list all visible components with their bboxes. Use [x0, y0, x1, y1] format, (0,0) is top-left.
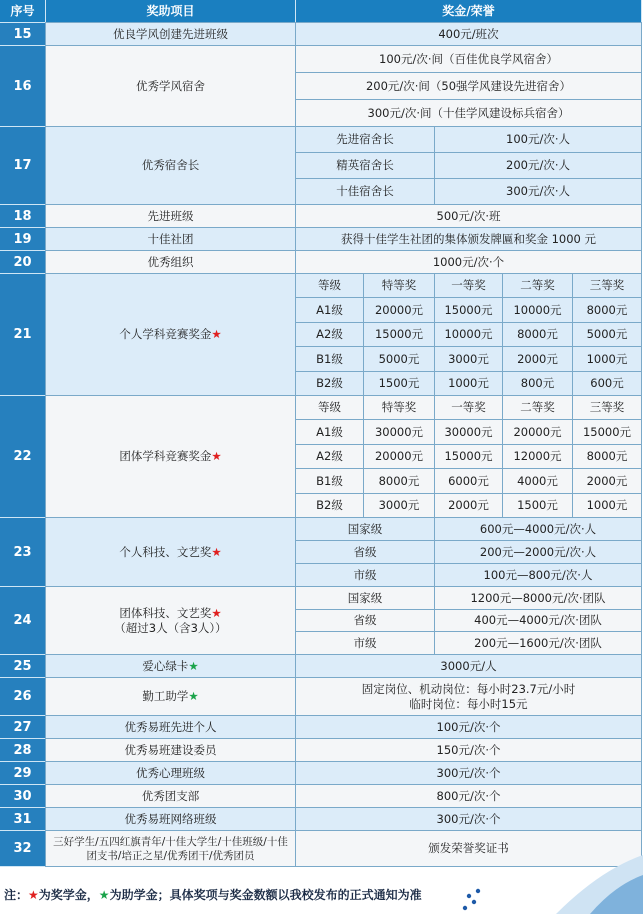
award-level-value: 100元/次·人: [434, 126, 642, 153]
award-item: [45, 654, 296, 678]
decor-dot: [463, 906, 467, 910]
award-item: [45, 395, 296, 518]
green-star-icon: ★: [188, 658, 199, 673]
item-name: 优秀学风宿舍: [136, 78, 205, 93]
row-number: 21: [0, 273, 46, 396]
award-item: [45, 22, 296, 46]
green-star-icon: ★: [98, 888, 110, 902]
grid-cell: 1500元: [502, 493, 573, 518]
grid-header-cell: 特等奖: [363, 273, 435, 298]
grid-cell: 4000元: [502, 468, 573, 494]
grid-header-cell: 等级: [295, 395, 364, 420]
grid-cell: 1000元: [572, 346, 642, 372]
grid-header-cell: 三等奖: [572, 395, 642, 420]
item-name: 优秀易班网络班级: [124, 811, 217, 826]
item-name: 优秀团支部: [141, 788, 200, 803]
award-level: 省级: [295, 609, 435, 632]
award-level: 国家级: [295, 586, 435, 610]
grid-header-cell: 一等奖: [434, 395, 503, 420]
grid-cell: B1级: [295, 346, 364, 372]
award-level-value: 1200元—8000元/次·团队: [434, 586, 642, 610]
grid-header-cell: 一等奖: [434, 273, 503, 298]
row-number: 31: [0, 807, 46, 831]
item-name: 三好学生/五四红旗青年/十佳大学生/十佳班级/十佳团支书/培正之星/优秀团干/优秀团员: [53, 835, 288, 862]
grid-cell: 5000元: [363, 346, 435, 372]
red-star-icon: ★: [28, 888, 39, 902]
grid-cell: B2级: [295, 493, 364, 518]
grid-header-cell: 二等奖: [502, 273, 573, 298]
grid-cell: A2级: [295, 444, 364, 469]
grid-cell: 10000元: [502, 297, 573, 323]
award-level: 精英宿舍长: [295, 152, 435, 179]
row-number: 23: [0, 517, 46, 587]
award-item: [45, 45, 296, 127]
footnote: [4, 886, 422, 903]
award-item: [45, 715, 296, 739]
award-level: 十佳宿舍长: [295, 178, 435, 205]
award-value: 800元/次·个: [295, 784, 642, 808]
award-value: 400元/班次: [295, 22, 642, 46]
award-level: 市级: [295, 631, 435, 655]
row-number: 15: [0, 22, 46, 46]
row-number: 24: [0, 586, 46, 655]
grid-cell: 1000元: [572, 493, 642, 518]
award-item: [45, 250, 296, 274]
item-name: 十佳社团: [147, 231, 194, 246]
row-number: 32: [0, 830, 46, 867]
item-name: 优良学风创建先进班级: [113, 26, 228, 41]
item-name: 优秀易班建设委员: [124, 742, 217, 757]
award-level-value: 300元/次·人: [434, 178, 642, 205]
award-item: [45, 586, 296, 655]
item-name: 团体科技、文艺奖: [119, 605, 212, 620]
award-level-value: 400元—4000元/次·团队: [434, 609, 642, 632]
item-name: 先进班级: [147, 208, 194, 223]
grid-cell: 3000元: [434, 346, 503, 372]
grid-cell: 30000元: [434, 419, 503, 445]
award-value: 3000元/人: [295, 654, 642, 678]
grid-cell: 2000元: [572, 468, 642, 494]
grid-header-cell: 三等奖: [572, 273, 642, 298]
award-level: 国家级: [295, 517, 435, 541]
grid-cell: 8000元: [572, 444, 642, 469]
grid-cell: 20000元: [363, 297, 435, 323]
decor-dot: [472, 900, 476, 904]
award-level-value: 600元—4000元/次·人: [434, 517, 642, 541]
grid-cell: 30000元: [363, 419, 435, 445]
grid-cell: 1500元: [363, 371, 435, 396]
grid-cell: 8000元: [363, 468, 435, 494]
row-number: 19: [0, 227, 46, 251]
award-value: 500元/次·班: [295, 204, 642, 228]
award-level: 先进宿舍长: [295, 126, 435, 153]
award-value: 颁发荣誉奖证书: [295, 830, 642, 867]
award-item: [45, 784, 296, 808]
award-level-value: 100元—800元/次·人: [434, 563, 642, 587]
grid-header-cell: 等级: [295, 273, 364, 298]
award-value: 1000元/次·个: [295, 250, 642, 274]
grid-header-cell: 特等奖: [363, 395, 435, 420]
award-item: [45, 677, 296, 716]
row-number: 16: [0, 45, 46, 127]
item-name: 优秀心理班级: [136, 765, 205, 780]
item-name: 爱心绿卡: [142, 658, 189, 673]
award-level: 市级: [295, 563, 435, 587]
award-level-value: 200元/次·人: [434, 152, 642, 179]
award-sub-value: 200元/次·间（50强学风建设先进宿舍）: [295, 72, 642, 100]
footnote-scholarship-text: 为奖学金，: [38, 888, 99, 902]
row-number: 17: [0, 126, 46, 205]
award-item: [45, 807, 296, 831]
award-item: [45, 830, 296, 867]
award-item: [45, 273, 296, 396]
item-name: 优秀组织: [147, 254, 194, 269]
header-number: 序号: [0, 0, 46, 23]
header-award: 奖金/荣誉: [295, 0, 642, 23]
row-number: 29: [0, 761, 46, 785]
grid-cell: 5000元: [572, 322, 642, 347]
red-star-icon: ★: [211, 605, 222, 620]
grid-cell: 8000元: [502, 322, 573, 347]
grid-cell: 20000元: [363, 444, 435, 469]
decor-curve: [590, 875, 643, 914]
footnote-grant-text: 为助学金；具体奖项与奖金数额以我校发布的正式通知为准: [109, 888, 422, 902]
grid-cell: 15000元: [434, 444, 503, 469]
item-note: （超过3人（含3人））: [114, 620, 227, 635]
item-name: 个人科技、文艺奖: [119, 544, 212, 559]
award-level-value: 200元—1600元/次·团队: [434, 631, 642, 655]
item-name: 个人学科竞赛奖金: [119, 327, 212, 341]
grid-cell: 600元: [572, 371, 642, 396]
award-level: 省级: [295, 540, 435, 564]
award-item: [45, 738, 296, 762]
award-item: [45, 517, 296, 587]
grid-cell: 8000元: [572, 297, 642, 323]
award-value: 150元/次·个: [295, 738, 642, 762]
footnote-lead: 注：: [4, 888, 29, 902]
row-number: 26: [0, 677, 46, 716]
grid-cell: 20000元: [502, 419, 573, 445]
red-star-icon: ★: [211, 327, 222, 341]
award-line: 固定岗位、机动岗位：每小时23.7元/小时: [361, 681, 576, 696]
award-item: [45, 126, 296, 205]
header-item: 奖助项目: [45, 0, 296, 23]
award-item: [45, 761, 296, 785]
grid-cell: A2级: [295, 322, 364, 347]
item-line: [119, 606, 221, 621]
decor-dot: [467, 894, 471, 898]
grid-cell: B2级: [295, 371, 364, 396]
award-value: 300元/次·个: [295, 807, 642, 831]
row-number: 20: [0, 250, 46, 274]
item-name: 优秀宿舍长: [141, 158, 200, 172]
grid-header-cell: 二等奖: [502, 395, 573, 420]
award-value: [295, 677, 642, 716]
item-name: 优秀易班先进个人: [124, 719, 217, 734]
grid-cell: 800元: [502, 371, 573, 396]
decor-dot: [476, 889, 480, 893]
row-number: 30: [0, 784, 46, 808]
grid-cell: 3000元: [363, 493, 435, 518]
row-number: 22: [0, 395, 46, 518]
award-sub-value: 100元/次·间（百佳优良学风宿舍）: [295, 45, 642, 73]
award-item: [45, 204, 296, 228]
row-number: 25: [0, 654, 46, 678]
award-line: 临时岗位：每小时15元: [409, 696, 528, 711]
red-star-icon: ★: [211, 544, 222, 559]
row-number: 27: [0, 715, 46, 739]
grid-cell: 15000元: [572, 419, 642, 445]
item-name: 团体学科竞赛奖金: [119, 449, 212, 463]
grid-cell: 2000元: [434, 493, 503, 518]
grid-cell: 6000元: [434, 468, 503, 494]
red-star-icon: ★: [211, 449, 222, 463]
award-item: [45, 227, 296, 251]
grid-cell: B1级: [295, 468, 364, 494]
grid-cell: A1级: [295, 297, 364, 323]
award-value: 获得十佳学生社团的集体颁发牌匾和奖金 1000 元: [295, 227, 642, 251]
grid-cell: 15000元: [363, 322, 435, 347]
award-value: 300元/次·个: [295, 761, 642, 785]
grid-cell: 2000元: [502, 346, 573, 372]
green-star-icon: ★: [188, 689, 199, 703]
award-sub-value: 300元/次·间（十佳学风建设标兵宿舍）: [295, 99, 642, 127]
grid-cell: 10000元: [434, 322, 503, 347]
award-level-value: 200元—2000元/次·人: [434, 540, 642, 564]
grid-cell: 1000元: [434, 371, 503, 396]
grid-cell: 15000元: [434, 297, 503, 323]
grid-cell: 12000元: [502, 444, 573, 469]
row-number: 18: [0, 204, 46, 228]
award-value: 100元/次·个: [295, 715, 642, 739]
item-name: 勤工助学: [142, 689, 189, 703]
grid-cell: A1级: [295, 419, 364, 445]
row-number: 28: [0, 738, 46, 762]
